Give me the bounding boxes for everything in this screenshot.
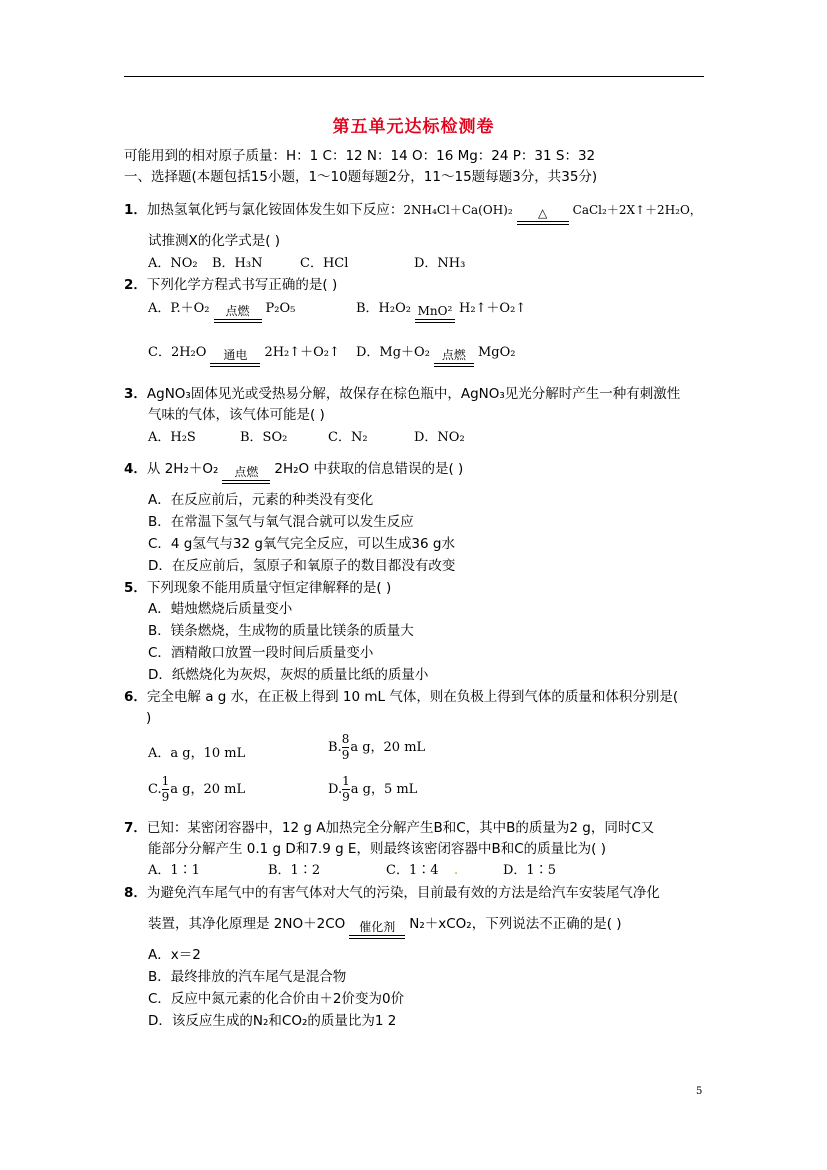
option-d: D．NO₂ xyxy=(414,430,465,445)
equation-right: CaCl₂＋2X↑＋2H₂O， xyxy=(572,203,702,217)
question-7-line-2: 能部分分解产生 0.1 g D和7.9 g E，则最终该密闭容器中B和C的质量比为( ) xyxy=(148,841,606,857)
option-d-left: D．Mg＋O₂ xyxy=(356,345,430,360)
condition-label: MnO² xyxy=(417,304,453,318)
option-d: D．纸燃烧化为灰烬，灰烬的质量比纸的质量小 xyxy=(148,667,429,683)
question-2 xyxy=(124,276,337,294)
option-c: C．1∶4 xyxy=(386,863,439,878)
option-a xyxy=(148,300,295,323)
option-b xyxy=(328,732,425,763)
option-c: C．4 g氢气与32 g氧气完全反应，可以生成36 g水 xyxy=(148,536,455,552)
option-a-right: P₂O₅ xyxy=(265,301,296,316)
option-a: A．1∶1 xyxy=(148,863,200,878)
question-6 xyxy=(124,688,678,706)
reaction-condition xyxy=(349,921,405,939)
option-b: B．H₃N xyxy=(212,256,263,271)
reaction-condition xyxy=(415,305,455,323)
option-b xyxy=(356,300,526,323)
option-d: D．1∶5 xyxy=(503,863,556,878)
question-text-post: 2H₂O 中获取的信息错误的是( ) xyxy=(274,461,464,477)
reaction-condition xyxy=(214,305,262,323)
question-5 xyxy=(124,579,391,597)
option-label: B. xyxy=(328,740,342,755)
question-3-line-2: 气味的气体，该气体可能是( ) xyxy=(148,407,325,423)
option-a: A．NO₂ xyxy=(148,256,198,271)
question-1 xyxy=(124,201,702,225)
equals-sign xyxy=(434,363,474,367)
atomic-mass-line: 可能用到的相对原子质量：H：1 C：12 N：14 O：16 Mg：24 P：31 S：32 xyxy=(124,148,596,164)
option-text: a g，20 mL xyxy=(350,740,426,755)
option-a: A．H₂S xyxy=(148,430,196,445)
option-c-right: 2H₂↑＋O₂↑ xyxy=(264,345,340,360)
option-d: D．在反应前后，氢原子和氧原子的数目都没有改变 xyxy=(148,558,456,574)
condition-label: 点燃 xyxy=(225,304,250,318)
question-1-line-2: 试推测X的化学式是( ) xyxy=(148,233,281,249)
question-6-line-2: ) xyxy=(146,710,152,726)
equals-sign xyxy=(415,319,455,323)
denominator: 9 xyxy=(161,790,170,804)
numerator: 1 xyxy=(342,774,350,788)
denominator: 9 xyxy=(341,748,350,762)
fraction xyxy=(342,774,350,805)
reaction-condition xyxy=(517,207,569,225)
option-label: C. xyxy=(148,782,162,797)
option-a: A．在反应前后，元素的种类没有变化 xyxy=(148,492,374,508)
equals-sign xyxy=(517,221,569,225)
question-number: 1． xyxy=(124,202,147,218)
equation-left: 2NH₄Cl＋Ca(OH)₂ xyxy=(403,203,513,217)
page-title: 第五单元达标检测卷 xyxy=(332,117,495,137)
reaction-condition xyxy=(222,466,270,484)
option-b: B．SO₂ xyxy=(240,430,288,445)
condition-label: 点燃 xyxy=(234,465,259,479)
heat-symbol: △ xyxy=(538,206,548,220)
option-c xyxy=(148,344,340,367)
option-d: D．该反应生成的N₂和CO₂的质量比为1 2 xyxy=(148,1013,397,1029)
equals-sign xyxy=(214,319,262,323)
section-heading: 一、选择题(本题包括15小题，1～10题每题2分，11～15题每题3分，共35分) xyxy=(124,169,598,185)
question-text: 已知：某密闭容器中，12 g A加热完全分解产生B和C，其中B的质量为2 g，同时C又 xyxy=(146,820,655,836)
denominator: 9 xyxy=(342,790,350,804)
stray-dot: . xyxy=(454,863,459,878)
question-text-pre: 从 2H₂＋O₂ xyxy=(146,461,219,477)
question-4 xyxy=(124,460,463,484)
option-b: B．镁条燃烧，生成物的质量比镁条的质量大 xyxy=(148,623,414,639)
question-number: 4． xyxy=(124,461,147,477)
fraction xyxy=(162,774,170,805)
option-d xyxy=(328,774,417,805)
reaction-condition xyxy=(434,349,474,367)
option-a: A．a g，10 mL xyxy=(148,746,246,761)
option-d xyxy=(356,344,515,367)
equation-left: 装置，其净化原理是 2NO＋2CO xyxy=(148,916,346,932)
option-b: B．1∶2 xyxy=(268,863,321,878)
equals-sign xyxy=(349,935,405,939)
option-b-right: H₂↑＋O₂↑ xyxy=(458,301,527,316)
question-number: 5． xyxy=(124,580,147,596)
option-text: a g，5 mL xyxy=(350,782,418,797)
option-d: D．NH₃ xyxy=(414,256,466,271)
option-text: a g，20 mL xyxy=(170,782,246,797)
condition-label: 通电 xyxy=(223,348,248,362)
option-b: B．最终排放的汽车尾气是混合物 xyxy=(148,969,347,985)
question-text: AgNO₃固体见光或受热易分解，故保存在棕色瓶中，AgNO₃见光分解时产生一种有刺激性 xyxy=(146,386,681,402)
option-b-left: B．H₂O₂ xyxy=(356,301,411,316)
reaction-condition xyxy=(210,349,260,367)
equals-sign xyxy=(222,480,270,484)
option-c: C．HCl xyxy=(300,256,349,271)
question-8-line-2 xyxy=(148,915,622,939)
question-number: 2． xyxy=(124,277,147,293)
question-text: 加热氢氧化钙与氯化铵固体发生如下反应： xyxy=(146,202,404,218)
equals-sign xyxy=(210,363,260,367)
question-number: 6． xyxy=(124,689,147,705)
option-a-left: A．P.＋O₂ xyxy=(148,301,210,316)
question-number: 7． xyxy=(124,820,147,836)
question-8 xyxy=(124,884,660,902)
option-label: D. xyxy=(328,782,343,797)
numerator: 1 xyxy=(161,774,170,788)
question-text: 为避免汽车尾气中的有害气体对大气的污染，目前最有效的方法是给汽车安装尾气净化 xyxy=(146,885,660,901)
option-a: A．蜡烛燃烧后质量变小 xyxy=(148,601,293,617)
question-text: 下列现象不能用质量守恒定律解释的是( ) xyxy=(146,580,392,596)
question-number: 8． xyxy=(124,885,147,901)
condition-label: 催化剂 xyxy=(359,920,396,934)
option-a: A．x＝2 xyxy=(148,947,201,963)
condition-label: 点燃 xyxy=(441,348,466,362)
option-d-right: MgO₂ xyxy=(477,345,516,360)
numerator: 8 xyxy=(341,732,350,746)
option-b: B．在常温下氢气与氧气混合就可以发生反应 xyxy=(148,514,414,530)
question-number: 3． xyxy=(124,386,147,402)
header-rule xyxy=(124,76,704,77)
equation-right: N₂＋xCO₂，下列说法不正确的是( ) xyxy=(409,916,622,932)
fraction xyxy=(342,732,350,763)
option-c xyxy=(148,774,245,805)
question-3 xyxy=(124,385,680,403)
question-7 xyxy=(124,819,654,837)
option-c: C．N₂ xyxy=(328,430,368,445)
option-c-left: C．2H₂O xyxy=(148,345,207,360)
question-text: 下列化学方程式书写正确的是( ) xyxy=(146,277,338,293)
option-c: C．酒精敞口放置一段时间后质量变小 xyxy=(148,645,374,661)
page-number: 5 xyxy=(696,1086,703,1097)
question-text: 完全电解 a g 水，在正极上得到 10 mL 气体，则在负极上得到气体的质量和体积分别是( xyxy=(146,689,679,705)
option-c: C．反应中氮元素的化合价由＋2价变为0价 xyxy=(148,991,405,1007)
